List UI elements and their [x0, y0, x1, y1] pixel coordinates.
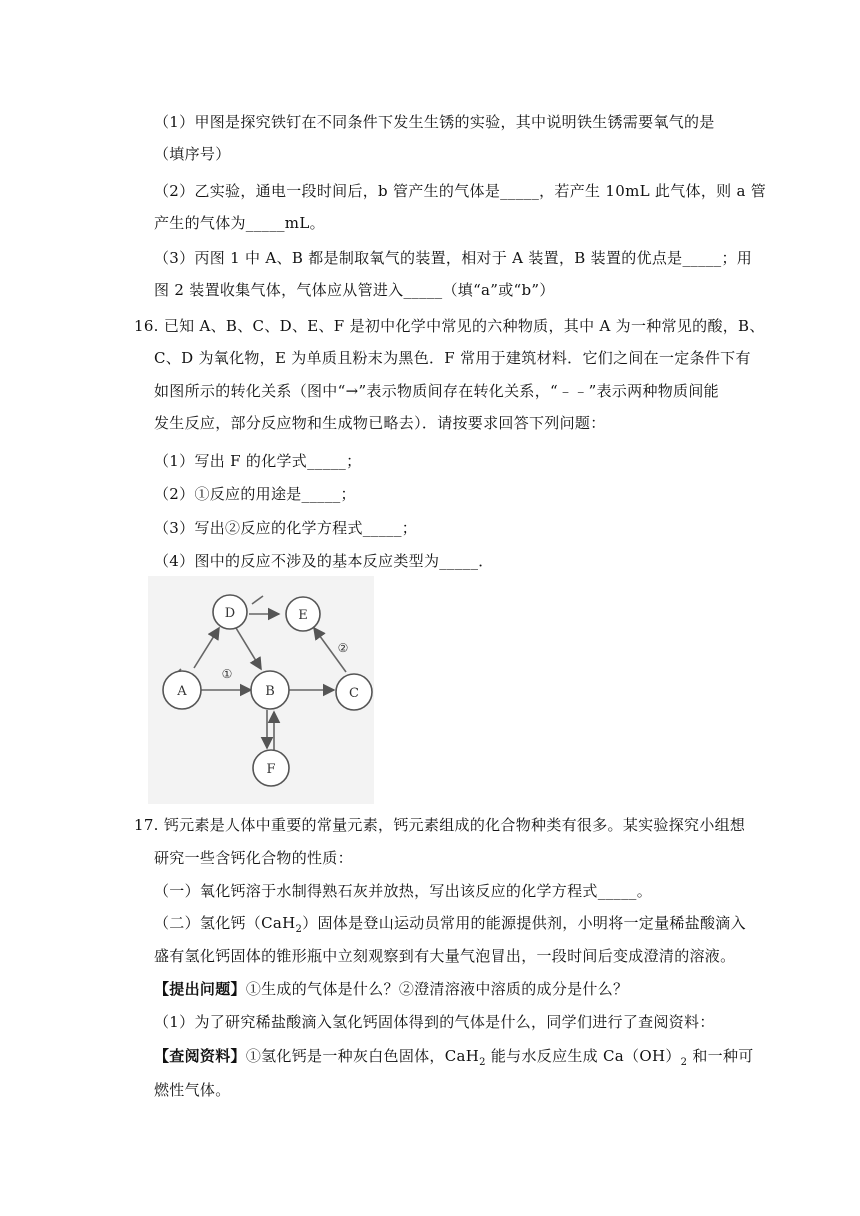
info-text-b: 能与水反应生成 Ca（OH） [485, 1047, 681, 1065]
q15-part3-line2: 图 2 装置收集气体，气体应从管进入_____（填“a”或“b”） [154, 281, 555, 299]
info-subscript-1: 2 [479, 1057, 486, 1068]
info-label: 【查阅资料】 [154, 1047, 246, 1065]
node-a-label: A [177, 684, 187, 699]
info-text-a: ①氢化钙是一种灰白色固体，CaH [245, 1047, 480, 1065]
q17-part2-text-b: ）固体是登山运动员常用的能源提供剂，小明将一定量稀盐酸滴入 [302, 914, 746, 932]
conversion-diagram [148, 576, 374, 804]
q17-sub1: （1）为了研究稀盐酸滴入氢化钙固体得到的气体是什么，同学们进行了查阅资料： [154, 1013, 715, 1031]
q17-stem-line1: 17. 钙元素是人体中重要的常量元素，钙元素组成的化合物种类有很多。某实验探究小组想 [134, 816, 746, 834]
info-subscript-2: 2 [680, 1057, 688, 1068]
info-text-c: 和一种可 [687, 1047, 754, 1065]
q17-part2-line2: 盛有氢化钙固体的锥形瓶中立刻观察到有大量气泡冒出，一段时间后变成澄清的溶液。 [154, 947, 736, 965]
q17-part2-subscript: 2 [295, 924, 303, 935]
edge-a-d [194, 628, 219, 668]
node-c-label: C [349, 686, 359, 701]
q16-sub3: （3）写出②反应的化学方程式_____； [154, 519, 418, 537]
mark-d-slash [252, 596, 263, 604]
ask-text: ①生成的气体是什么？②澄清溶液中溶质的成分是什么？ [245, 980, 629, 998]
q15-part1-line2: （填序号） [154, 145, 231, 163]
edge-label-2: ② [337, 641, 349, 655]
q16-sub1: （1）写出 F 的化学式_____； [154, 452, 362, 470]
q17-stem-line2: 研究一些含钙化合物的性质： [154, 849, 353, 867]
q16-stem-line2: C、D 为氧化物，E 为单质且粉末为黑色．F 常用于建筑材料．它们之间在一定条件下有 [154, 349, 751, 367]
q15-part1-line1: （1）甲图是探究铁钉在不同条件下发生生锈的实验，其中说明铁生锈需要氧气的是 [154, 113, 715, 131]
q17-info-line1 [154, 1046, 754, 1073]
q16-stem-line1: 16. 已知 A、B、C、D、E、F 是初中化学中常见的六种物质，其中 A 为一种常见的酸，B、 [134, 317, 765, 335]
q17-part2-line1 [154, 913, 746, 940]
q17-part2-text-a: （二）氢化钙（CaH [154, 914, 296, 932]
q17-part1: （一）氧化钙溶于水制得熟石灰并放热，写出该反应的化学方程式_____。 [154, 882, 653, 900]
q17-ask-question [154, 979, 628, 999]
q16-stem-line3: 如图所示的转化关系（图中“→”表示物质间存在转化关系，“﹣﹣”表示两种物质间能 [154, 382, 719, 400]
conversion-diagram-svg [148, 576, 374, 804]
q15-part2-line2: 产生的气体为_____mL。 [154, 214, 325, 232]
node-f-label: F [266, 762, 276, 777]
q17-info-line2: 燃性气体。 [154, 1081, 231, 1099]
q16-sub4: （4）图中的反应不涉及的基本反应类型为_____． [154, 552, 494, 570]
node-b-label: B [265, 684, 275, 699]
q16-sub2: （2）①反应的用途是_____； [154, 485, 356, 503]
q15-part3-line1: （3）丙图 1 中 A、B 都是制取氧气的装置，相对于 A 装置，B 装置的优点是_____；用 [154, 249, 753, 267]
edge-label-1: ① [221, 667, 233, 681]
node-d-label: D [224, 606, 236, 621]
node-e-label: E [298, 608, 308, 623]
q15-part2-line1: （2）乙实验，通电一段时间后，b 管产生的气体是_____，若产生 10mL 此气体，则 a 管 [154, 182, 767, 200]
edge-d-b [236, 628, 261, 669]
q16-stem-line4: 发生反应，部分反应物和生成物已略去）．请按要求回答下列问题： [154, 414, 606, 432]
ask-label: 【提出问题】 [154, 980, 246, 998]
